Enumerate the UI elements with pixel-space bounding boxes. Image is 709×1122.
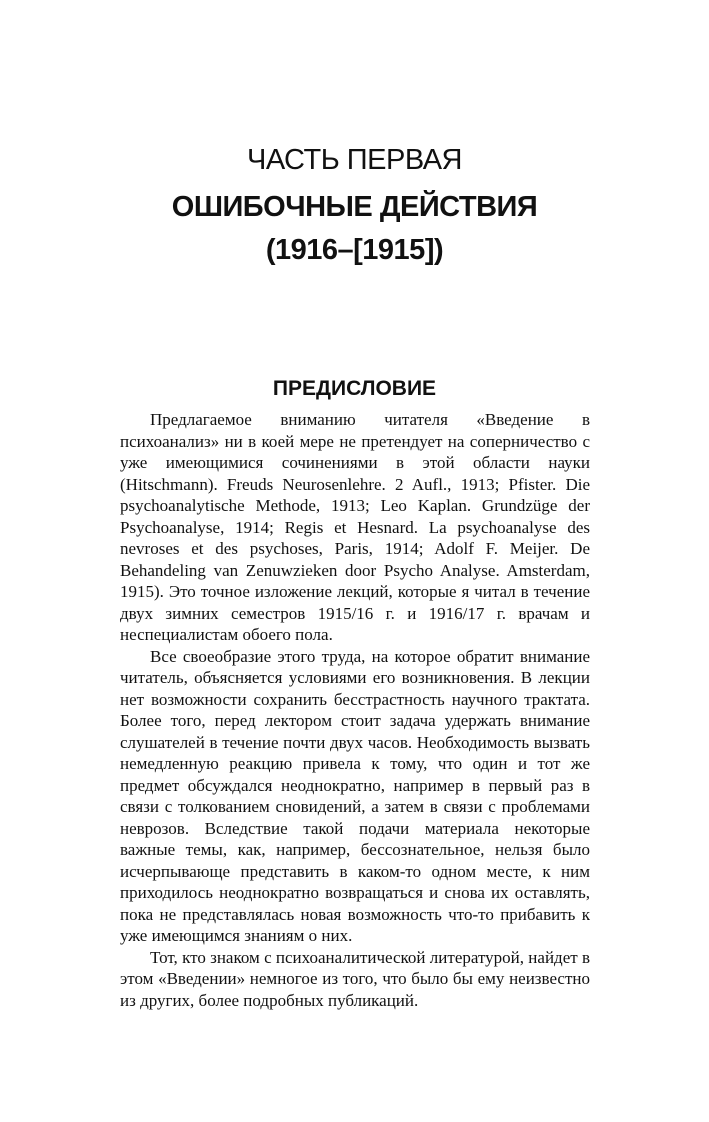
paragraph: Тот, кто знаком с психоаналитической литературой, найдет в этом «Введении» немногое из того, что было бы ему неизвестно из других, более подробных публикаций.	[120, 947, 590, 1010]
paragraph: Все своеобразие этого труда, на которое обратит внимание читатель, объясняется условиями его возникновения. В лекции нет возможности сохранить бесстрастность научного трактата. Более того, перед лектором стоит задача удержать внимание слушателей в течение почти двух часов. Необходимость вызвать немедленную реакцию привела к тому, что один и тот же предмет обсуждался неоднократно, например в первый раз в связи с толкованием сновидений, а затем в связи с проблемами неврозов. Вследствие такой подачи материала некоторые важные темы, как, например, бессознательное, нельзя было исчерпывающе представить в каком-то одном месте, к ним приходилось неоднократно возвращаться и снова их оставлять, пока не представлялась новая возможность что-то прибавить к уже имеющимся знаниям о них.	[120, 646, 590, 945]
part-years: (1916–[1915])	[265, 234, 444, 266]
body-text	[120, 409, 590, 1011]
part-title: ОШИБОЧНЫЕ ДЕЙСТВИЯ	[171, 191, 538, 223]
section-heading: ПРЕДИСЛОВИЕ	[272, 377, 437, 400]
part-label: ЧАСТЬ ПЕРВАЯ	[246, 144, 462, 176]
paragraph: Предлагаемое вниманию читателя «Введение в психоанализ» ни в коей мере не претендует на соперничество с уже имеющимися сочинениями в этой области науки (Hitschmann). Freuds Neurosenlehre. 2 Aufl., 1913; Pfister. Die psychoanalytische Methode, 1913; Leo Kaplan. Grundzüge der Psychoanalyse, 1914; Regis et Hesnard. La psychoanalyse des nevroses et des psychoses, Paris, 1914; Adolf F. Meijer. De Behandeling van Zenuwzieken door Psycho Analyse. Amsterdam, 1915). Это точное изложение лекций, которые я читал в течение двух зимних семестров 1915/16 г. и 1916/17 г. врачам и неспециалистам обоего пола.	[120, 410, 590, 644]
